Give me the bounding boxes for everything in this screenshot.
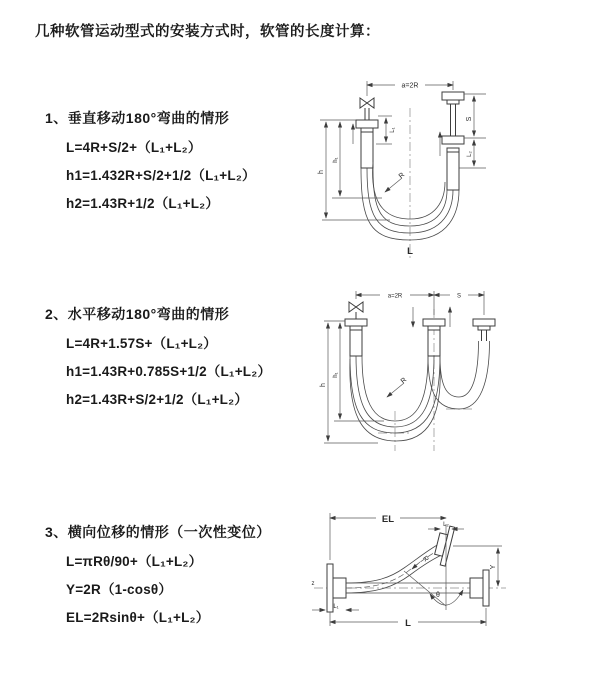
section-1-formula-L: L=4R+S/2+（L₁+L₂） xyxy=(66,140,202,155)
page-title: 几种软管运动型式的安装方式时，软管的长度计算： xyxy=(35,24,380,40)
dimension-el xyxy=(330,513,446,560)
right-pipe-fitting xyxy=(473,319,495,341)
dim-label-l1: L₁ xyxy=(390,127,396,133)
u-bend-hose-right xyxy=(428,341,490,409)
section-2-formula-h2: h2=1.43R+S/2+1/2（L₁+L₂） xyxy=(66,392,249,407)
dim-label-span: a=2R xyxy=(401,82,419,90)
lateral-displacement-diagram xyxy=(300,498,562,650)
dim-label-l: L xyxy=(405,618,411,629)
section-1-formula-h2: h2=1.43R+1/2（L₁+L₂） xyxy=(66,196,220,211)
dimension-heights xyxy=(320,321,384,443)
dimension-l xyxy=(330,608,486,629)
section-3-formula-EL: EL=2Rsinθ+（L₁+L₂） xyxy=(66,610,210,625)
dim-label-h1: h₁ xyxy=(333,372,339,378)
radius-leader xyxy=(385,178,402,192)
dim-label-r: R xyxy=(399,376,409,386)
dim-label-s: S xyxy=(466,116,473,122)
dimension-l2 xyxy=(428,522,464,529)
dim-label-l1: L₁ xyxy=(333,604,339,610)
dimension-l1 xyxy=(312,604,359,610)
dimension-stroke-s xyxy=(459,94,486,168)
section-3-formula-Y: Y=2R（1-cosθ） xyxy=(66,582,173,597)
left-pipe-fitting xyxy=(345,319,367,356)
dim-label-span: a=2R xyxy=(387,293,403,300)
section-1-formula-h1: h1=1.432R+S/2+1/2（L₁+L₂） xyxy=(66,168,256,183)
valve-icon xyxy=(349,302,363,319)
dim-label-el: EL xyxy=(381,514,395,525)
dimension-heights xyxy=(318,120,390,220)
top-flange-tilted xyxy=(432,524,454,566)
dim-label-theta: θ xyxy=(436,592,440,599)
dimension-span xyxy=(356,291,484,315)
right-flange xyxy=(470,570,489,606)
dim-label-s: S xyxy=(456,293,462,300)
dim-label-y: Y xyxy=(490,564,497,570)
braided-hose-section xyxy=(447,152,459,190)
section-3-formula-L: L=πRθ/90+（L₁+L₂） xyxy=(66,554,203,569)
radius-leader xyxy=(387,383,404,397)
valve-icon xyxy=(360,98,374,108)
dim-label-z: z xyxy=(311,581,315,587)
dimension-l1 xyxy=(376,116,396,144)
dim-label-l2: L₂ xyxy=(443,522,449,528)
section-1-heading: 1、垂直移动180°弯曲的情形 xyxy=(45,110,230,126)
dimension-span xyxy=(367,81,453,96)
dim-label-l: L xyxy=(407,246,413,257)
section-2-formula-L: L=4R+1.57S+（L₁+L₂） xyxy=(66,336,217,351)
angle-arc xyxy=(430,590,463,605)
dim-label-r: R xyxy=(420,555,430,564)
dim-label-h1: h₁ xyxy=(333,157,339,163)
left-pipe-fitting xyxy=(356,108,378,168)
radius-line xyxy=(404,571,446,606)
braided-hose-section xyxy=(350,330,362,356)
dim-label-l2: L₂ xyxy=(467,151,473,157)
section-3-heading: 3、横向位移的情形（一次性变位） xyxy=(45,524,271,540)
horizontal-bend-diagram xyxy=(316,283,538,455)
dim-label-r: R xyxy=(397,171,407,181)
section-2-heading: 2、水平移动180°弯曲的情形 xyxy=(45,306,230,322)
radius-leader xyxy=(412,562,420,569)
right-pipe-fitting xyxy=(442,92,464,190)
dim-label-h: h xyxy=(320,383,327,387)
s-curve-hose xyxy=(346,544,446,593)
section-2-formula-h1: h1=1.43R+0.785S+1/2（L₁+L₂） xyxy=(66,364,272,379)
dim-label-h: h xyxy=(318,170,325,174)
braided-hose-section xyxy=(361,132,373,168)
vertical-bend-diagram xyxy=(310,72,535,262)
